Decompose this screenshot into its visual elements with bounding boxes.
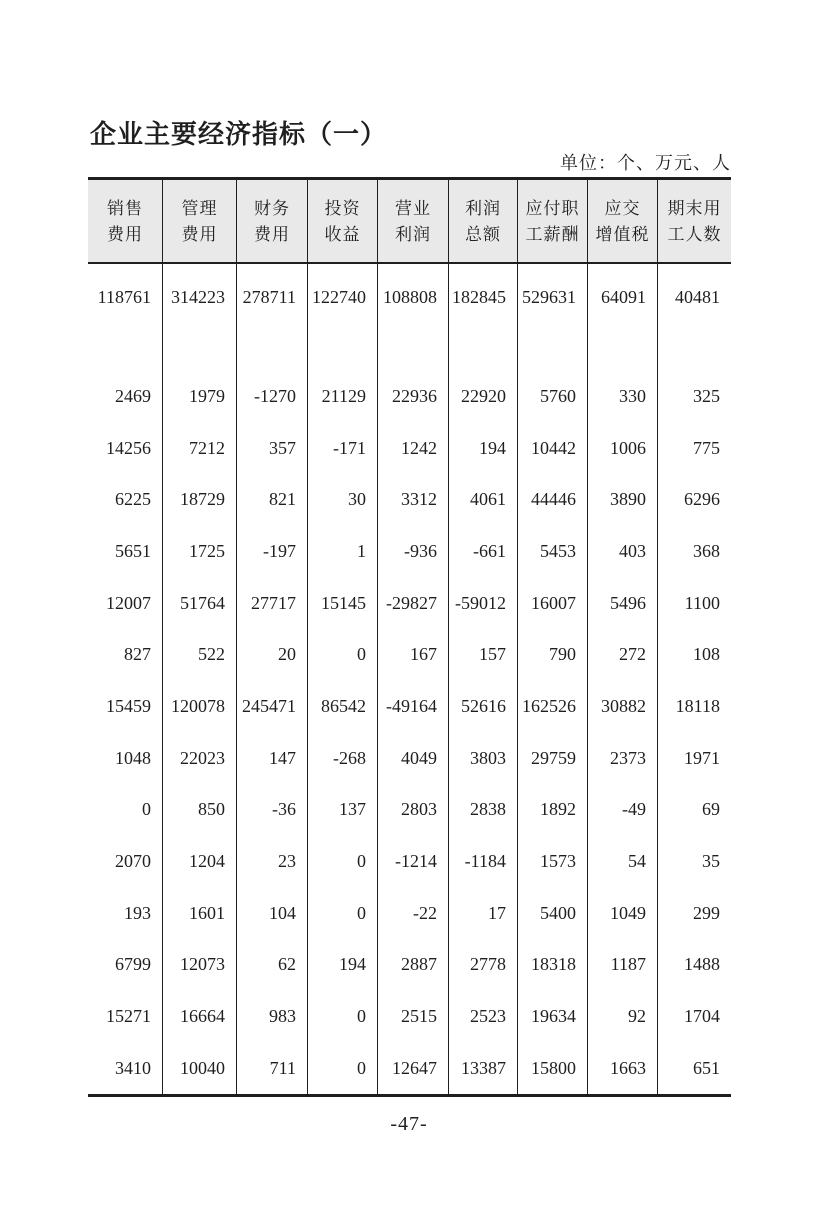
table-row bbox=[88, 264, 731, 330]
table-cell bbox=[449, 330, 518, 370]
table-cell: 22936 bbox=[378, 370, 449, 422]
table-cell: 30882 bbox=[588, 680, 658, 732]
table-cell: 12647 bbox=[378, 1042, 449, 1094]
table-cell: 3803 bbox=[449, 732, 518, 784]
table-cell: 368 bbox=[693, 540, 720, 561]
table-cell: 2803 bbox=[378, 784, 449, 836]
table-cell: 15459 bbox=[88, 680, 163, 732]
table-body bbox=[88, 264, 731, 1097]
table-cell: -936 bbox=[378, 525, 449, 577]
table-cell bbox=[658, 330, 731, 370]
table-cell: 5651 bbox=[88, 525, 163, 577]
table-cell: 16664 bbox=[163, 990, 237, 1042]
table-cell: 299 bbox=[693, 902, 720, 923]
table-row bbox=[88, 577, 731, 629]
table-cell: 6799 bbox=[88, 939, 163, 991]
table-cell: 118761 bbox=[88, 264, 163, 330]
table-cell: 13387 bbox=[449, 1042, 518, 1094]
table-cell: 1971 bbox=[684, 747, 720, 768]
table-cell: 2838 bbox=[449, 784, 518, 836]
table-cell: 194 bbox=[449, 422, 518, 474]
table-cell: 0 bbox=[88, 784, 163, 836]
table-cell bbox=[237, 330, 308, 370]
table-cell: 2469 bbox=[88, 370, 163, 422]
table-cell bbox=[88, 330, 163, 370]
table-cell: 104 bbox=[237, 887, 308, 939]
economic-indicators-table bbox=[88, 177, 731, 1097]
table-header-row bbox=[88, 177, 731, 264]
table-cell: 529631 bbox=[518, 264, 588, 330]
table-cell: 325 bbox=[693, 385, 720, 406]
table-cell: 51764 bbox=[163, 577, 237, 629]
table-cell: 5496 bbox=[588, 577, 658, 629]
table-cell: 62 bbox=[237, 939, 308, 991]
table-cell bbox=[308, 330, 378, 370]
table-cell: 0 bbox=[308, 1042, 378, 1094]
table-cell: 92 bbox=[588, 990, 658, 1042]
table-cell: 15271 bbox=[88, 990, 163, 1042]
table-cell: 193 bbox=[88, 887, 163, 939]
table-cell bbox=[518, 330, 588, 370]
header-cell: 期末用 工人数 bbox=[667, 198, 722, 244]
table-cell: 182845 bbox=[449, 264, 518, 330]
table-cell: 18118 bbox=[675, 695, 720, 716]
table-cell: 827 bbox=[88, 628, 163, 680]
table-row bbox=[88, 680, 731, 732]
table-cell: 5400 bbox=[518, 887, 588, 939]
table-cell: 35 bbox=[702, 851, 720, 872]
table-cell: 1048 bbox=[88, 732, 163, 784]
table-cell: 1663 bbox=[588, 1042, 658, 1094]
table-cell: 122740 bbox=[308, 264, 378, 330]
table-cell: -268 bbox=[308, 732, 378, 784]
table-row bbox=[88, 628, 731, 680]
table-row bbox=[88, 732, 731, 784]
table-cell: 162526 bbox=[518, 680, 588, 732]
table-cell: 157 bbox=[449, 628, 518, 680]
table-cell: 137 bbox=[308, 784, 378, 836]
table-cell: 272 bbox=[588, 628, 658, 680]
table-cell: 2523 bbox=[449, 990, 518, 1042]
table-cell: 22023 bbox=[163, 732, 237, 784]
table-cell: 12073 bbox=[163, 939, 237, 991]
table-cell: 1204 bbox=[163, 835, 237, 887]
table-cell: 711 bbox=[237, 1042, 308, 1094]
table-cell: 17 bbox=[449, 887, 518, 939]
table-cell: 4061 bbox=[449, 473, 518, 525]
table-cell: 69 bbox=[702, 799, 720, 820]
table-cell: 5453 bbox=[518, 525, 588, 577]
table-row bbox=[88, 422, 731, 474]
header-cell: 应付职 工薪酬 bbox=[518, 180, 588, 262]
table-cell: 167 bbox=[378, 628, 449, 680]
table-cell: 1601 bbox=[163, 887, 237, 939]
table-cell: 18729 bbox=[163, 473, 237, 525]
table-cell: 3410 bbox=[88, 1042, 163, 1094]
table-cell: 6296 bbox=[684, 489, 720, 510]
table-cell bbox=[588, 330, 658, 370]
table-cell: 1573 bbox=[518, 835, 588, 887]
table-cell: 5760 bbox=[518, 370, 588, 422]
table-cell: 790 bbox=[518, 628, 588, 680]
header-cell: 投资 收益 bbox=[308, 180, 378, 262]
table-cell: 27717 bbox=[237, 577, 308, 629]
table-cell: -1214 bbox=[378, 835, 449, 887]
table-cell bbox=[163, 330, 237, 370]
table-cell: -59012 bbox=[449, 577, 518, 629]
header-cell: 财务 费用 bbox=[237, 180, 308, 262]
table-cell: 651 bbox=[693, 1057, 720, 1078]
table-cell: 44446 bbox=[518, 473, 588, 525]
header-cell: 营业 利润 bbox=[378, 180, 449, 262]
table-cell: 522 bbox=[163, 628, 237, 680]
table-cell: 2070 bbox=[88, 835, 163, 887]
table-cell: 15145 bbox=[308, 577, 378, 629]
table-cell: 3890 bbox=[588, 473, 658, 525]
table-row bbox=[88, 1042, 731, 1094]
table-cell: 403 bbox=[588, 525, 658, 577]
table-cell: 1725 bbox=[163, 525, 237, 577]
table-row bbox=[88, 473, 731, 525]
table-cell: 4049 bbox=[378, 732, 449, 784]
table-cell: 1704 bbox=[684, 1006, 720, 1027]
table-cell: 52616 bbox=[449, 680, 518, 732]
table-cell: 108 bbox=[693, 644, 720, 665]
header-cell: 销售 费用 bbox=[88, 180, 163, 262]
table-cell: -1270 bbox=[237, 370, 308, 422]
table-cell: 1100 bbox=[684, 592, 720, 613]
header-cell: 应交 增值税 bbox=[588, 180, 658, 262]
table-row bbox=[88, 939, 731, 991]
table-cell: 30 bbox=[308, 473, 378, 525]
table-cell: 0 bbox=[308, 887, 378, 939]
header-cell: 管理 费用 bbox=[163, 180, 237, 262]
page-number: -47- bbox=[390, 1113, 428, 1135]
table-row bbox=[88, 330, 731, 370]
table-cell: 22920 bbox=[449, 370, 518, 422]
table-row bbox=[88, 835, 731, 887]
table-cell bbox=[378, 330, 449, 370]
table-cell: 1049 bbox=[588, 887, 658, 939]
table-cell: 10040 bbox=[163, 1042, 237, 1094]
table-cell: 2373 bbox=[588, 732, 658, 784]
table-cell: 1488 bbox=[684, 954, 720, 975]
table-cell: 29759 bbox=[518, 732, 588, 784]
table-cell: -1184 bbox=[449, 835, 518, 887]
table-cell: 245471 bbox=[237, 680, 308, 732]
header-cell: 利润 总额 bbox=[449, 180, 518, 262]
table-cell: 3312 bbox=[378, 473, 449, 525]
table-cell: 775 bbox=[693, 437, 720, 458]
table-cell: -171 bbox=[308, 422, 378, 474]
table-cell: 983 bbox=[237, 990, 308, 1042]
table-cell: 1892 bbox=[518, 784, 588, 836]
table-cell: 86542 bbox=[308, 680, 378, 732]
table-cell: 12007 bbox=[88, 577, 163, 629]
table-cell: 14256 bbox=[88, 422, 163, 474]
table-cell: 1 bbox=[308, 525, 378, 577]
table-cell: 2778 bbox=[449, 939, 518, 991]
table-cell: 108808 bbox=[378, 264, 449, 330]
table-cell: -661 bbox=[449, 525, 518, 577]
unit-note: 单位：个、万元、人 bbox=[560, 153, 731, 173]
table-cell: 1187 bbox=[588, 939, 658, 991]
table-cell: 15800 bbox=[518, 1042, 588, 1094]
table-cell: 1979 bbox=[163, 370, 237, 422]
table-cell: 357 bbox=[237, 422, 308, 474]
table-cell: 20 bbox=[237, 628, 308, 680]
table-cell: -49164 bbox=[378, 680, 449, 732]
table-cell: 278711 bbox=[237, 264, 308, 330]
table-cell: 7212 bbox=[163, 422, 237, 474]
table-cell: 2887 bbox=[378, 939, 449, 991]
table-cell: 16007 bbox=[518, 577, 588, 629]
table-cell: 54 bbox=[588, 835, 658, 887]
table-cell: 21129 bbox=[308, 370, 378, 422]
table-row bbox=[88, 784, 731, 836]
table-cell: 18318 bbox=[518, 939, 588, 991]
table-cell: 194 bbox=[308, 939, 378, 991]
table-cell: -49 bbox=[588, 784, 658, 836]
table-cell: 147 bbox=[237, 732, 308, 784]
table-cell: -36 bbox=[237, 784, 308, 836]
table-cell: 64091 bbox=[588, 264, 658, 330]
table-cell: 19634 bbox=[518, 990, 588, 1042]
table-cell: 1006 bbox=[588, 422, 658, 474]
page-title: 企业主要经济指标（一） bbox=[90, 120, 388, 149]
table-cell: 0 bbox=[308, 628, 378, 680]
table-cell: -22 bbox=[378, 887, 449, 939]
table-cell: 120078 bbox=[163, 680, 237, 732]
table-row bbox=[88, 887, 731, 939]
table-cell: 314223 bbox=[163, 264, 237, 330]
table-row bbox=[88, 525, 731, 577]
table-cell: 6225 bbox=[88, 473, 163, 525]
table-cell: 10442 bbox=[518, 422, 588, 474]
table-row bbox=[88, 370, 731, 422]
table-cell: 23 bbox=[237, 835, 308, 887]
table-cell: 0 bbox=[308, 835, 378, 887]
table-cell: -29827 bbox=[378, 577, 449, 629]
table-cell: 0 bbox=[308, 990, 378, 1042]
table-cell: -197 bbox=[237, 525, 308, 577]
table-cell: 330 bbox=[588, 370, 658, 422]
table-row bbox=[88, 990, 731, 1042]
table-cell: 1242 bbox=[378, 422, 449, 474]
table-cell: 40481 bbox=[675, 287, 720, 307]
table-cell: 2515 bbox=[378, 990, 449, 1042]
table-cell: 850 bbox=[163, 784, 237, 836]
table-cell: 821 bbox=[237, 473, 308, 525]
